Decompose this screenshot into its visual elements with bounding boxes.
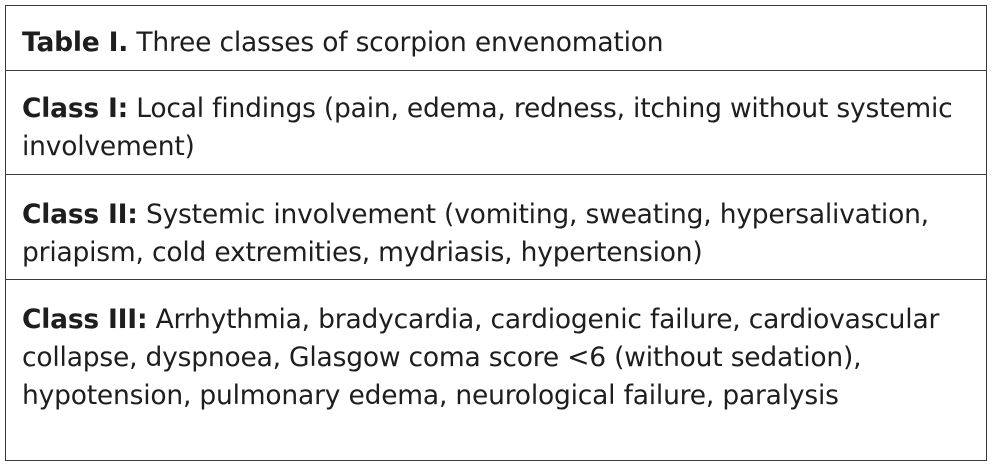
class-3-label: Class III: <box>22 304 148 335</box>
class-2-label: Class II: <box>22 199 138 230</box>
classification-table <box>5 5 987 461</box>
row-divider <box>6 70 986 71</box>
class-3-text: Arrhythmia, bradycardia, cardiogenic failure, cardiovascular collapse, dyspnoea, Glasgow coma score <6 (without sedation), hypotension, pulmonary edema, neurological failure, paralysis <box>22 304 940 411</box>
table-row-class-2 <box>6 196 986 272</box>
table-title <box>6 24 986 62</box>
class-1-text: Local findings (pain, edema, redness, itching without systemic involvement) <box>22 93 953 162</box>
table-row-class-1 <box>6 90 986 166</box>
class-1-label: Class I: <box>22 93 129 124</box>
table-title-label: Table I. <box>22 27 129 58</box>
row-divider <box>6 279 986 280</box>
table-title-text: Three classes of scorpion envenomation <box>136 27 664 58</box>
table-row-class-3 <box>6 301 986 415</box>
row-divider <box>6 174 986 175</box>
class-2-text: Systemic involvement (vomiting, sweating, hypersalivation, priapism, cold extremities, mydriasis, hypertension) <box>22 199 929 268</box>
